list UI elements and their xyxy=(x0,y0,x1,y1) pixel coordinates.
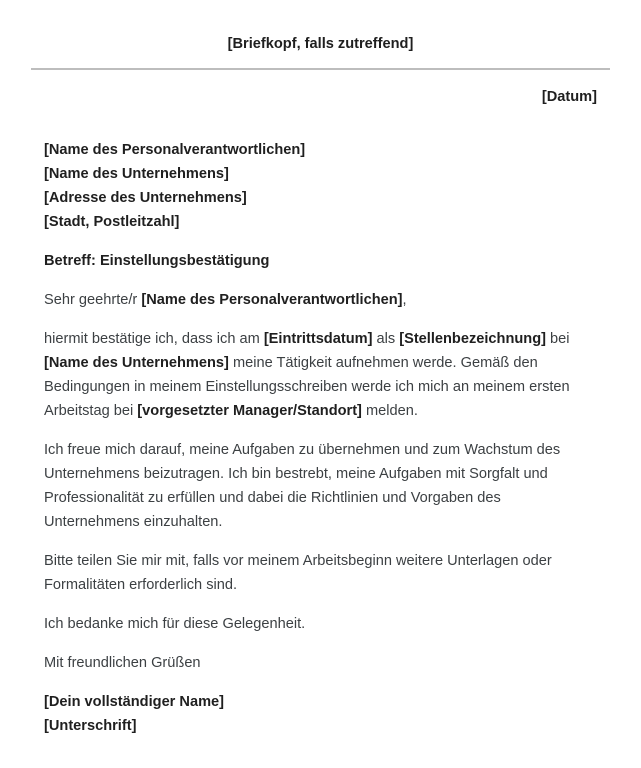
job-title-placeholder: [Stellenbezeichnung] xyxy=(399,331,546,347)
start-date-placeholder: [Eintrittsdatum] xyxy=(263,331,373,347)
closing-line: Mit freundlichen Grüßen xyxy=(44,655,201,671)
p1-text: bei xyxy=(545,331,570,347)
letterhead-placeholder: [Briefkopf, falls zutreffend] xyxy=(227,36,414,52)
recipient-company: [Name des Unternehmens] xyxy=(44,166,229,182)
company-name-placeholder: [Name des Unternehmens] xyxy=(44,355,229,371)
recipient-name: [Name des Personalverantwortlichen] xyxy=(44,142,306,158)
p1-text: hiermit bestätige ich, dass ich am xyxy=(44,331,264,347)
signature-block xyxy=(44,690,597,738)
p1-text: melden. xyxy=(361,403,418,419)
paragraph-commitment: Ich freue mich darauf, meine Aufgaben zu übernehmen und zum Wachstum des Unternehmens beizutragen. Ich bin bestrebt, meine Aufgaben mit Sorgfalt und Professionalität zu erfüllen und dabei die Richtlinien und Vorgaben des Unternehmens einzuhalten. xyxy=(44,442,561,530)
recipient-city-zip: [Stadt, Postleitzahl] xyxy=(44,214,180,230)
salutation-name-placeholder: [Name des Personalverantwortlichen] xyxy=(141,292,403,308)
date-placeholder: [Datum] xyxy=(541,89,597,105)
paragraph-thanks: Ich bedanke mich für diese Gelegenheit. xyxy=(44,616,306,632)
p1-text: als xyxy=(372,331,400,347)
p1-text: meine Tätigkeit aufnehmen werde. Gemäß den Bedingungen in meinem Einstellungsschreiben werde ich mich an meinem ersten Arbeitstag bei xyxy=(44,355,570,419)
paragraph-request: Bitte teilen Sie mir mit, falls vor meinem Arbeitsbeginn weitere Unterlagen oder Formalitäten erforderlich sind. xyxy=(44,553,552,593)
signature-placeholder: [Unterschrift] xyxy=(44,718,137,734)
signature-name-placeholder: [Dein vollständiger Name] xyxy=(44,694,225,710)
recipient-block xyxy=(44,138,597,234)
salutation-suffix: , xyxy=(402,292,407,308)
salutation xyxy=(44,288,597,312)
manager-location-placeholder: [vorgesetzter Manager/Standort] xyxy=(137,403,362,419)
paragraph-confirmation xyxy=(44,327,597,423)
salutation-prefix: Sehr geehrte/r xyxy=(44,292,142,308)
recipient-address: [Adresse des Unternehmens] xyxy=(44,190,247,206)
subject-line: Betreff: Einstellungsbestätigung xyxy=(44,253,270,269)
header-divider xyxy=(31,68,610,70)
